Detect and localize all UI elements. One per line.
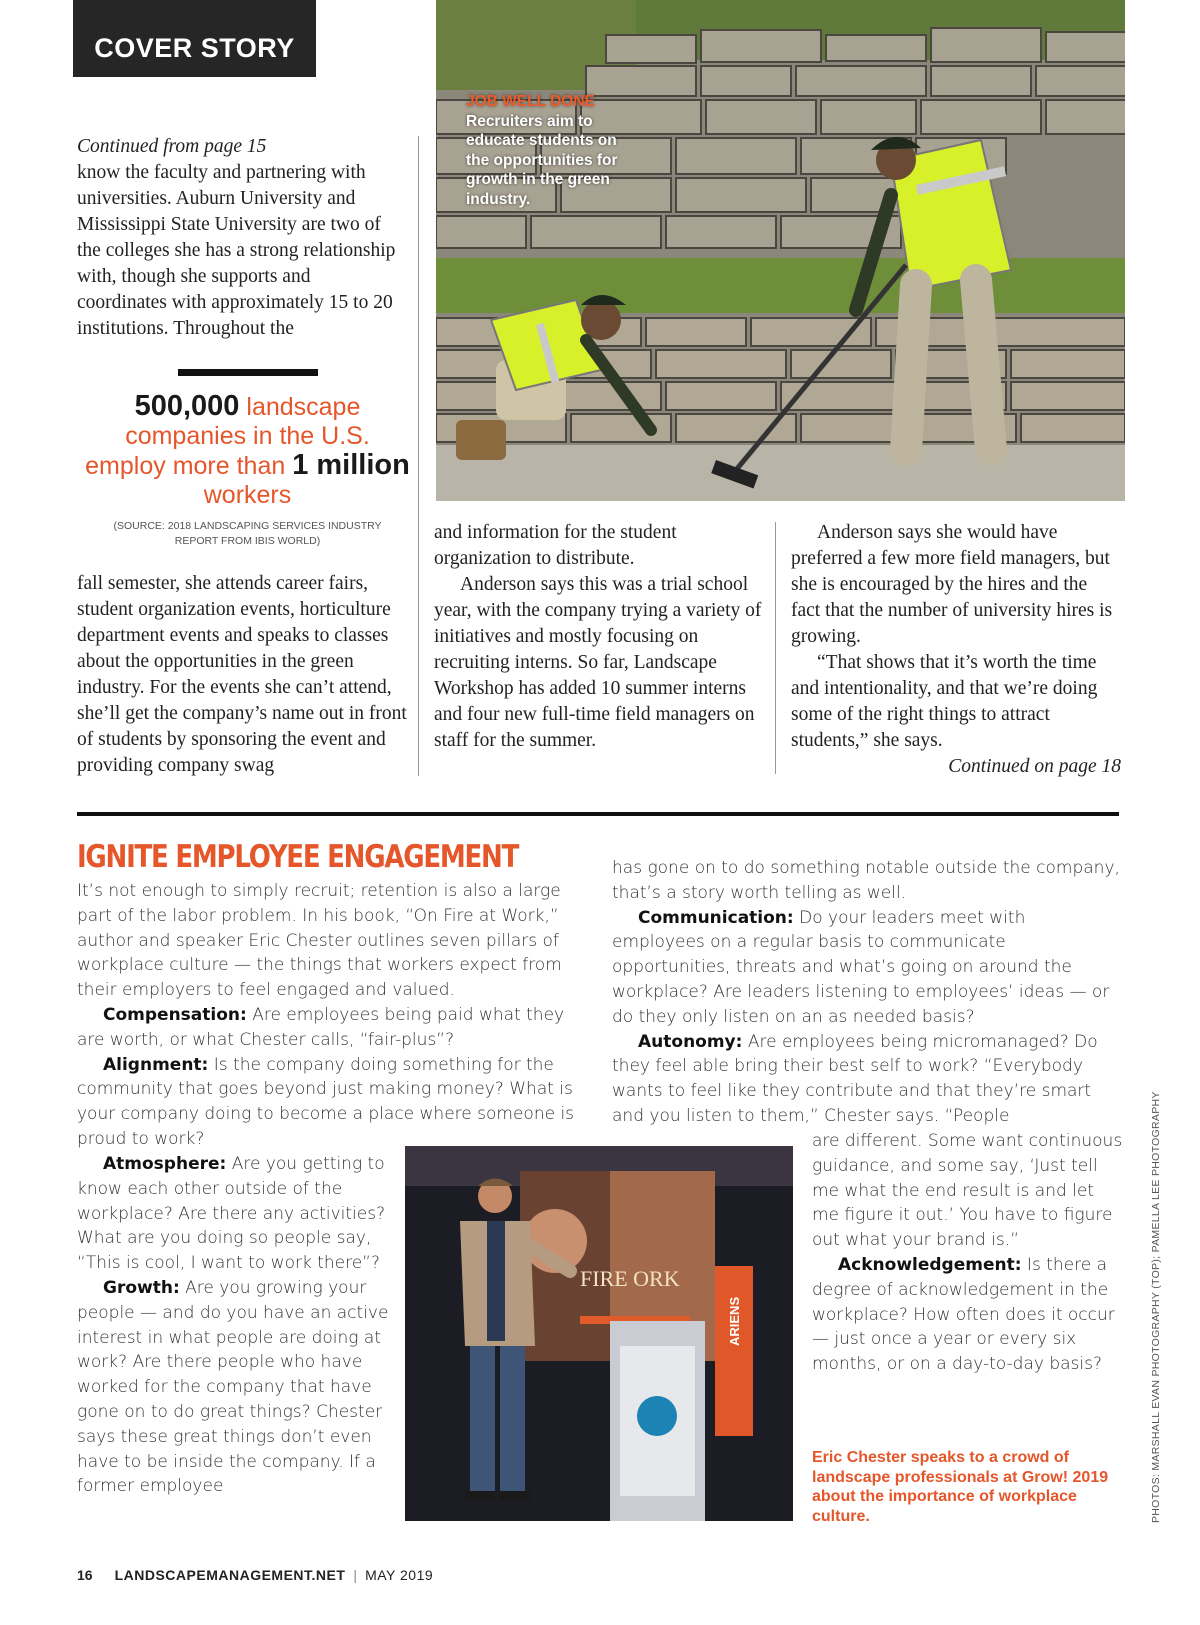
pillar-growth: Growth: Are you growing your people — and do you have an active interest in what people are doing at work? Are there people who have worked for the company that have gone on to do great things? Chester says these great things don’t even have to be inside the company. If a former employee [77,1277,389,1497]
page-number: 16 [77,1567,93,1583]
body-text: “That shows that it’s worth the time and intentionality, and that we’re doing some of the right things to attract students,” she says. [791,652,1098,751]
column-1-bottom [77,571,407,779]
issue-date: MAY 2019 [365,1567,434,1583]
sidebar-left-bottom [77,1152,395,1499]
photo-credit: PHOTOS: MARSHALL EVAN PHOTOGRAPHY (TOP); PAMELLA LEE PHOTOGRAPHY [1150,1091,1162,1523]
sidebar-rule [77,812,1119,816]
stat-source: (SOURCE: 2018 LANDSCAPING SERVICES INDUSTRY REPORT FROM IBIS WORLD) [113,520,382,547]
speaker-photo [405,1146,793,1521]
stat-number-1: 500,000 [134,390,240,422]
continued-from: Continued from page 15 [77,136,267,157]
column-3 [791,520,1121,780]
sidebar-right-bottom [812,1129,1124,1377]
pillar-acknowledgement: Acknowledgement: Is there a degree of acknowledgement in the workplace? How often does it occur — just once a year or every six months, or on a day-to-day basis? [812,1254,1115,1375]
stat-rule [178,369,318,376]
photo-caption-bottom: Eric Chester speaks to a crowd of landscape professionals at Grow! 2019 about the importance of workplace culture. [812,1449,1109,1525]
body-text: and information for the student organization to distribute. [434,522,677,569]
stat-text-1: landscape companies in the U.S. employ more than [85,393,370,480]
slide-text: FIRE ORK [580,1266,680,1291]
body-text: are different. Some want continuous guidance, and some say, ‘Just tell me what the end result is and let me figure it out.’ You have to figure out what your brand is.” [812,1131,1123,1251]
section-tag: COVER STORY [73,0,316,77]
banner-text: ARIENS [727,1296,742,1346]
column-divider [775,522,776,774]
body-text: Anderson says she would have preferred a few more field managers, but she is encouraged by the hires and the fact that the number of university hires is growing. [791,522,1113,647]
workers-photo [436,0,1125,501]
column-2 [434,520,764,754]
body-text: has gone on to do something notable outside the company, that’s a story worth telling as well. [612,858,1120,903]
caption-kicker: JOB WELL DONE [466,93,595,110]
pillar-compensation: Compensation: Are employees being paid what they are worth, or what Chester calls, “fair-plus”? [77,1004,565,1050]
page-footer [77,1567,433,1583]
pillar-autonomy: Autonomy: Are employees being micromanaged? Do they feel able bring their best self to work? “Everybody wants to feel like they contribute and that they’re smart and you listen to them,” Chester says. “People [612,1031,1098,1126]
column-divider [418,136,419,776]
caption-text: Recruiters aim to educate students on the opportunities for growth in the green industry. [466,112,618,208]
continued-on: Continued on page 18 [948,756,1121,777]
sidebar-left-top [77,879,587,1152]
sidebar-right-top [612,856,1122,1129]
photo-caption-top [466,92,636,209]
stat-number-2: 1 million [292,449,410,481]
body-text: Anderson says this was a trial school year, with the company trying a variety of initiatives and mostly focusing on recruiting interns. So far, Landscape Workshop has added 10 summer interns and four new full-time field managers on staff for the summer. [434,574,762,751]
footer-separator: | [353,1567,358,1583]
stat-text-2: workers [203,481,292,509]
sidebar-headline: IGNITE EMPLOYEE ENGAGEMENT [77,839,519,875]
site-name: LANDSCAPEMANAGEMENT.NET [114,1567,346,1583]
body-text: fall semester, she attends career fairs, student organization events, horticulture department events and speaks to classes about the opportunities in the green industry. For the events she can’t attend, she’ll get the company’s name out in front of students by sponsoring the event and providing company swag [77,573,407,776]
pillar-alignment: Alignment: Is the company doing something for the community that goes beyond just making money? What is your company doing to become a place where someone is proud to work? [77,1054,575,1149]
column-1-top [77,134,397,342]
pull-stat [85,392,410,510]
pillar-atmosphere: Atmosphere: Are you getting to know each other outside of the workplace? Are there any activities? What are you doing so people say, “This is cool, I want to work there”? [77,1154,386,1274]
sidebar-intro: It’s not enough to simply recruit; retention is also a large part of the labor problem. In his book, “On Fire at Work,” author and speaker Eric Chester outlines seven pillars of workplace culture — the things that workers expect from their employers to feel engaged and valued. [77,881,562,1001]
pillar-communication: Communication: Do your leaders meet with employees on a regular basis to communicate opportunities, threats and what’s going on around the workplace? Are leaders listening to employees’ ideas — or do they only listen on an as needed basis? [612,907,1110,1027]
body-text: know the faculty and partnering with universities. Auburn University and Mississippi State University are two of the colleges she has a strong relationship with, though she supports and coordinates with approximately 15 to 20 institutions. Throughout the [77,162,396,339]
